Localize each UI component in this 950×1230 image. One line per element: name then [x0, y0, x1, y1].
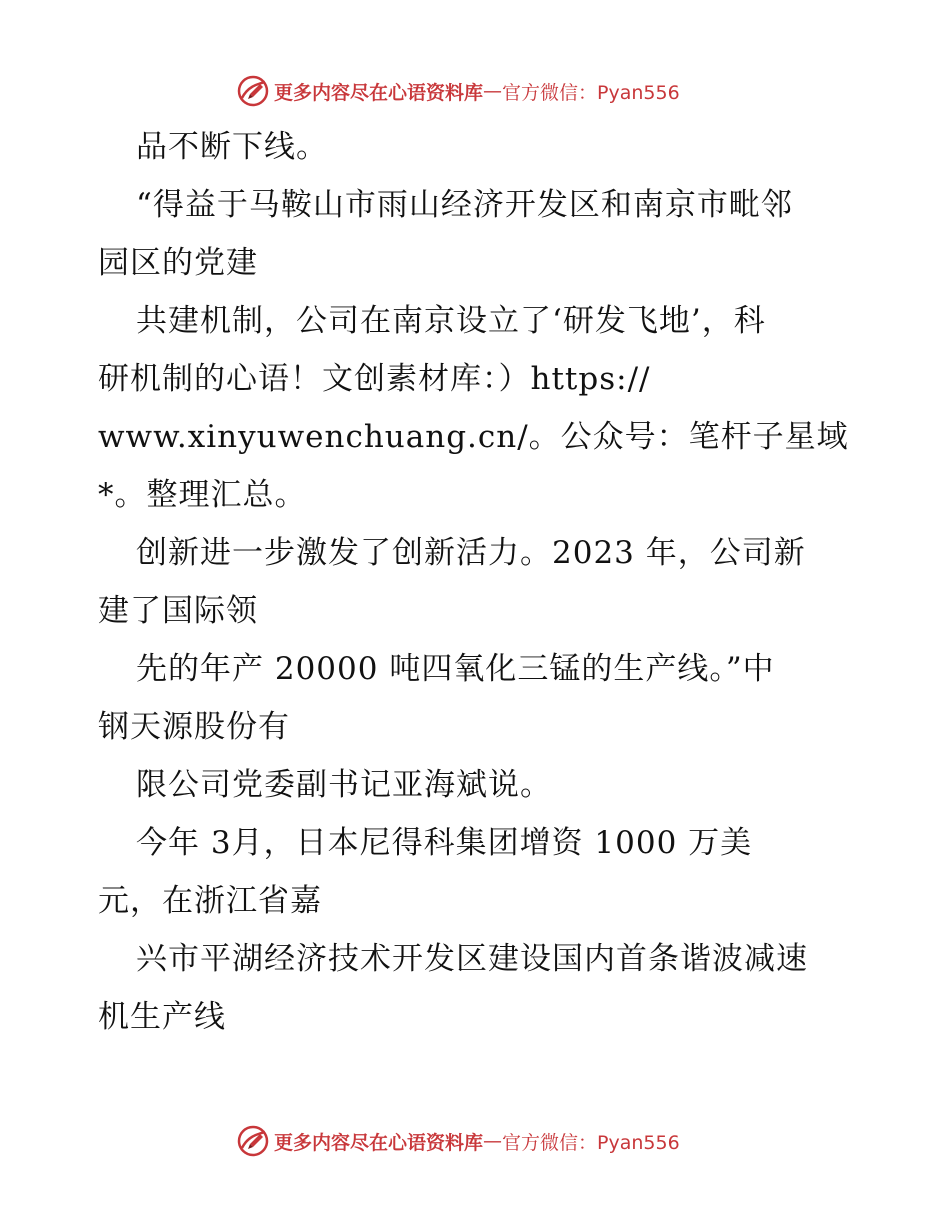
footer-watermark: [236, 1123, 680, 1159]
text-line: “得益于马鞍山市雨山经济开发区和南京市毗邻: [136, 187, 793, 223]
text-line: 园区的党建: [98, 245, 258, 281]
text-line: 机生产线: [98, 999, 226, 1035]
text-line: 创新进一步激发了创新活力。2023 年，公司新: [136, 535, 806, 571]
banner-separator: —: [483, 1130, 503, 1152]
text-line: 先的年产 20000 吨四氧化三锰的生产线。”中: [136, 651, 775, 687]
banner-slogan: 更多内容尽在心语资料库: [274, 81, 484, 104]
text-line: 限公司党委副书记亚海斌说。: [136, 767, 552, 803]
pen-swirl-logo-icon: [236, 74, 270, 108]
pen-swirl-logo-icon: [236, 1124, 270, 1158]
document-body: [98, 118, 878, 1046]
text-line: 研机制的心语！文创素材库：）https://: [98, 361, 651, 397]
text-line: 兴市平湖经济技术开发区建设国内首条谐波减速: [136, 941, 808, 977]
text-line: 建了国际领: [98, 593, 258, 629]
text-line: 钢天源股份有: [98, 709, 290, 745]
banner-slogan: 更多内容尽在心语资料库: [274, 1131, 484, 1154]
text-line: 品不断下线。: [136, 129, 328, 165]
text-line: www.xinyuwenchuang.cn/。公众号：笔杆子星域: [98, 419, 849, 455]
banner-account: 官方微信：Pyan556: [502, 81, 680, 104]
banner-separator: —: [483, 80, 503, 102]
text-line: 今年 3月，日本尼得科集团增资 1000 万美: [136, 825, 753, 861]
text-line: 共建机制，公司在南京设立了‘研发飞地’，科: [136, 303, 766, 339]
text-line: *。整理汇总。: [98, 477, 307, 513]
header-watermark: [236, 73, 680, 109]
banner-account: 官方微信：Pyan556: [502, 1131, 680, 1154]
text-line: 元，在浙江省嘉: [98, 883, 322, 919]
